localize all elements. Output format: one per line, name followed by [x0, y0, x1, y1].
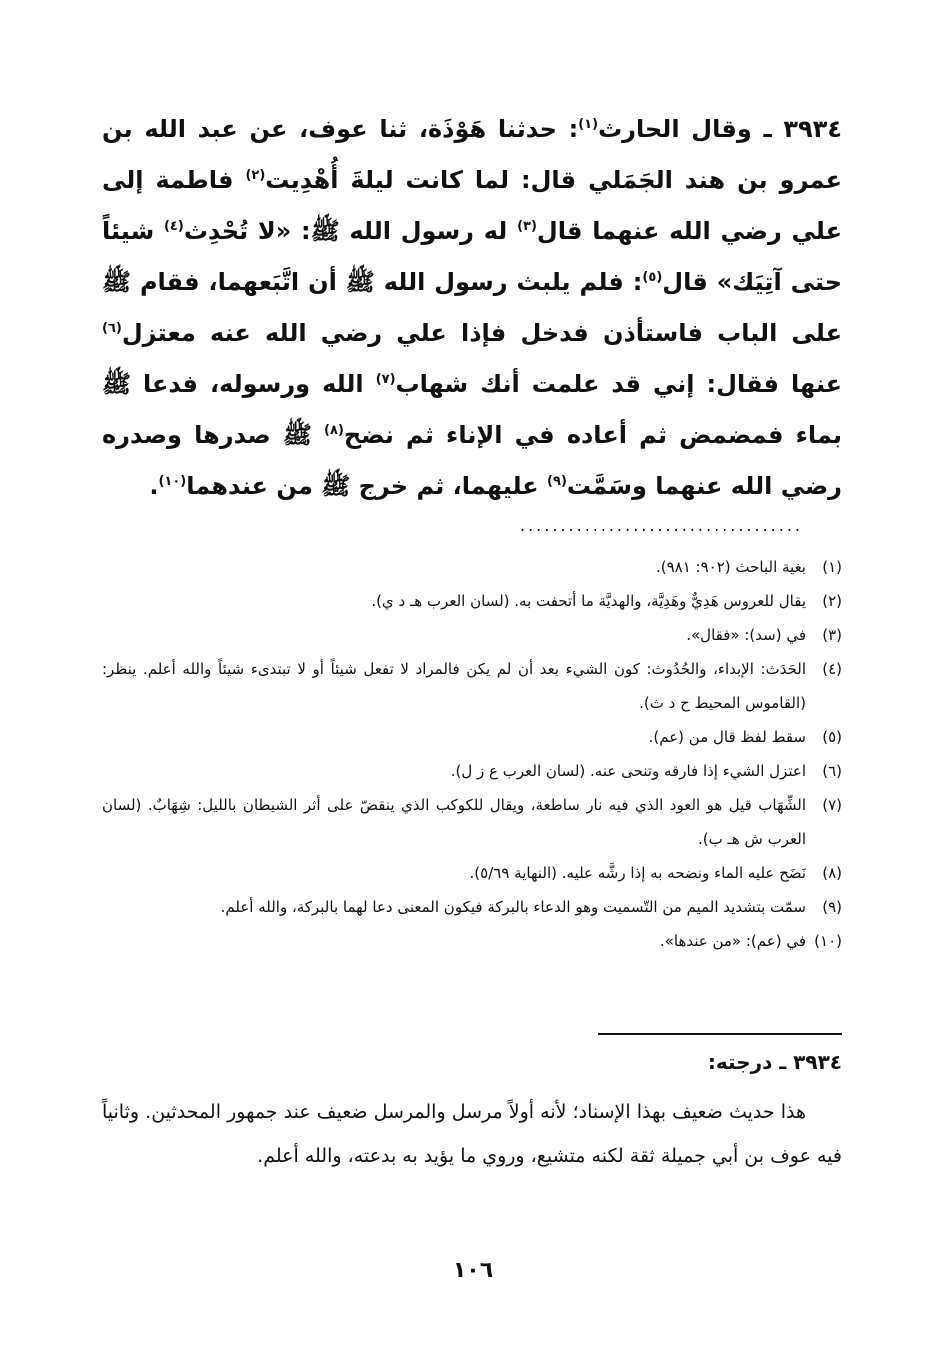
footnote-text: في (سد): «فقال».	[686, 626, 806, 644]
footnote-text: بغية الباحث (٩٠٢: ٩٨١).	[655, 558, 806, 576]
footnote-ref: (٦)	[102, 321, 122, 336]
footnote	[102, 652, 842, 720]
footnote-text: الشِّهَاب قيل هو العود الذي فيه نار ساطعة، ويقال للكوكب الذي ينقضّ على أثر الشيطان بالليل: شِهَابٌ. (لسان العرب ش هـ ب).	[102, 796, 806, 848]
hadith-segment: له رسول الله ﷺ: «لا تُحْدِث	[183, 217, 518, 245]
footnote-ref: (٣)	[517, 219, 537, 234]
footnotes-list	[102, 550, 842, 958]
footnote-text: الحَدَث: الإبداء، والحُدُوث: كون الشيء بعد أن لم يكن فالمراد لا تفعل شيئاً أو لا تبتدىء شيئاً والله أعلم. ينظر: (القاموس المحيط ح د ث).	[102, 660, 806, 712]
footnote-number: (١)	[822, 558, 842, 576]
footnote-ref: (١)	[578, 117, 599, 132]
hadith-segment: عليهما، ثم خرج ﷺ من عندهما	[186, 472, 548, 500]
footnote-text: سقط لفظ قال من (عم).	[648, 728, 806, 746]
hadith-segment: .	[149, 472, 159, 500]
footnote-text: يقال للعروس هَدِيٌّ وهَدِيَّة، والهديَّة ما أتحفت به. (لسان العرب هـ د ي).	[371, 592, 806, 610]
footnote-ref: (٧)	[375, 372, 396, 387]
hadith-segment: ـ وقال الحارث	[598, 115, 784, 143]
footnote-number: (٣)	[822, 626, 842, 644]
hadith-segment: : حدثنا هَوْذَة، ثنا عوف، عن عبد الله بن عمرو بن هند الجَمَلي قال: لما كانت ليلةَ أُهْدِيت	[102, 115, 842, 194]
footnote	[102, 754, 842, 788]
footnote-ref: (٨)	[324, 423, 344, 438]
footnote-text: نَضَح عليه الماء ونضحه به إذا رشَّه عليه. (النهاية ٥/٦٩).	[469, 864, 806, 882]
footnote-number: (٤)	[822, 660, 842, 678]
footnote-ref: (٢)	[245, 168, 266, 183]
footnote-text: سمّت بتشديد الميم من التّسميت وهو الدعاء بالبركة فيكون المعنى دعا لهما بالبركة، والله أعلم.	[220, 898, 806, 916]
hadith-segment: : فلم يلبث رسول الله ﷺ أن اتَّبَعهما، فقام ﷺ على الباب فاستأذن فدخل فإذا علي رضي الله عنه معتزل	[102, 268, 842, 347]
footnote-number: (٥)	[822, 728, 842, 746]
section-divider	[598, 1033, 842, 1035]
footnote-ref: (٥)	[642, 270, 663, 285]
hadith-text	[102, 104, 842, 512]
footnote-number: (٢)	[822, 592, 842, 610]
footnote-text: اعتزل الشيء إذا فارقه وتنحى عنه. (لسان العرب ع ز ل).	[450, 762, 806, 780]
footnote-ref: (٤)	[163, 219, 184, 234]
page-number: ١٠٦	[452, 1258, 494, 1283]
footnote	[102, 584, 842, 618]
footnote	[102, 856, 842, 890]
footnote-number: (٨)	[822, 864, 842, 882]
hadith-segment: الله ورسوله، فدعا ﷺ بماء فمضمض ثم أعاده في الإناء ثم نضح	[102, 370, 843, 449]
footnote	[102, 924, 842, 958]
footnote-number: (٧)	[822, 796, 842, 814]
grade-paragraph: هذا حديث ضعيف بهذا الإسناد؛ لأنه أولاً مرسل والمرسل ضعيف عند جمهور المحدثين. وثانياً فيه عوف بن أبي جميلة ثقة لكنه متشيع، وروي ما يؤيد به بدعته، والله أعلم.	[102, 1101, 842, 1167]
footnote-number: (١٠)	[814, 932, 842, 950]
footnote	[102, 788, 842, 856]
hadith-segment: شيئاً حتى آتِيَك» قال	[102, 217, 843, 296]
footnote-ref: (١٠)	[158, 474, 187, 489]
grade-heading: ٣٩٣٤ ـ درجته:	[707, 1050, 842, 1074]
hadith-segment: عنها فقال: إني قد علمت أنك شهاب	[395, 370, 843, 398]
footnote-number: (٦)	[822, 762, 842, 780]
hadith-segment: فاطمة إلى علي رضي الله عنهما قال	[102, 166, 842, 245]
footnote-ref: (٩)	[547, 474, 567, 489]
footnote	[102, 890, 842, 924]
hadith-number: ٣٩٣٤	[783, 115, 842, 143]
footnote	[102, 618, 842, 652]
footnote	[102, 550, 842, 584]
footnote-number: (٩)	[822, 898, 842, 916]
footnote-separator: ...................................	[520, 516, 804, 535]
hadith-segment: ﷺ صدرها وصدره رضي الله عنهما وسَمَّت	[102, 421, 842, 500]
footnote	[102, 720, 842, 754]
footnote-text: في (عم): «من عندها».	[659, 932, 806, 950]
